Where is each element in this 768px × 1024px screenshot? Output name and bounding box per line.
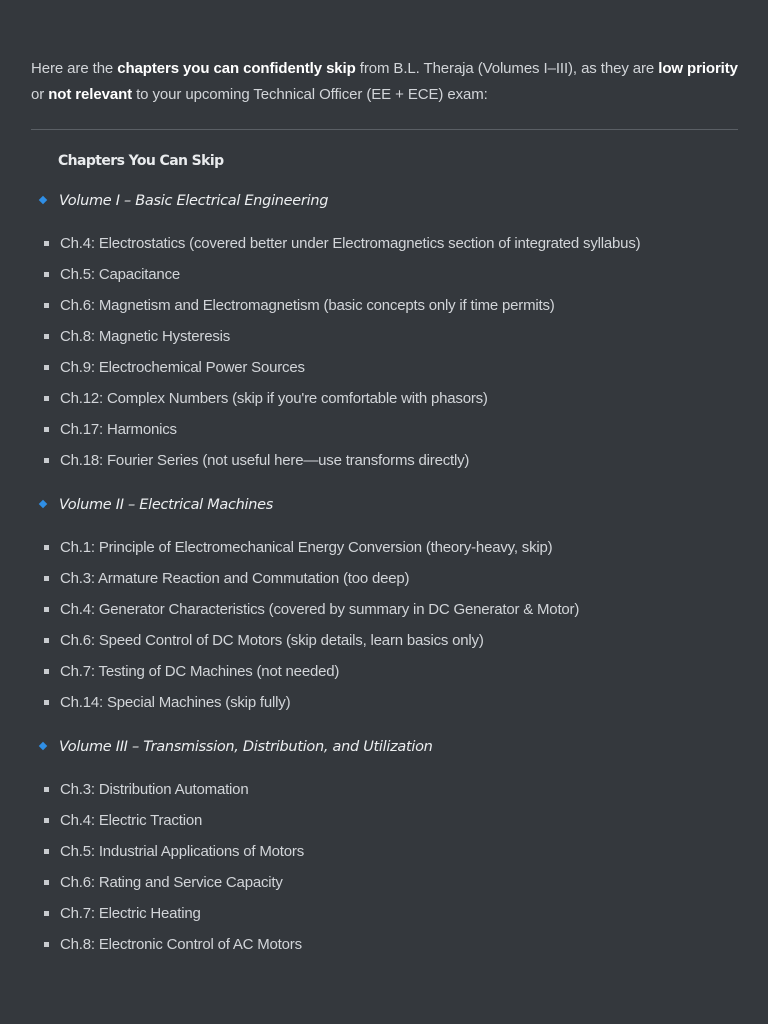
list-item [31, 898, 738, 929]
list-item [31, 656, 738, 687]
list-item [31, 805, 738, 836]
list-item [31, 290, 738, 321]
chapter-text: Ch.17: Harmonics [60, 421, 177, 438]
square-bullet-icon [44, 669, 49, 674]
chapter-list-volume-2 [31, 532, 738, 718]
chapter-text: Ch.4: Electric Traction [60, 812, 203, 829]
square-bullet-icon [44, 607, 49, 612]
chapter-text: Ch.4: Electrostatics (covered better under Electromagnetics section of integrated syllabus) [60, 235, 641, 252]
square-bullet-icon [44, 334, 49, 339]
square-bullet-icon [44, 241, 49, 246]
square-bullet-icon [44, 911, 49, 916]
horizontal-divider [31, 129, 738, 130]
chapter-text: Ch.5: Capacitance [60, 266, 181, 283]
chapter-text: Ch.3: Armature Reaction and Commutation (too deep) [60, 570, 410, 587]
chapter-text: Ch.6: Magnetism and Electromagnetism (basic concepts only if time permits) [60, 297, 555, 314]
intro-text-1: Here are the [31, 60, 118, 77]
list-item [31, 563, 738, 594]
list-item [31, 259, 738, 290]
chapter-text: Ch.6: Rating and Service Capacity [60, 874, 283, 891]
square-bullet-icon [44, 787, 49, 792]
square-bullet-icon [44, 638, 49, 643]
chapter-text: Ch.4: Generator Characteristics (covered by summary in DC Generator & Motor) [60, 601, 580, 618]
square-bullet-icon [44, 272, 49, 277]
diamond-bullet-icon [39, 500, 47, 508]
chapter-text: Ch.6: Speed Control of DC Motors (skip details, learn basics only) [60, 632, 484, 649]
list-item [31, 836, 738, 867]
volume-heading-3 [31, 736, 738, 758]
square-bullet-icon [44, 545, 49, 550]
section-heading: Chapters You Can Skip [58, 153, 224, 169]
list-item [31, 352, 738, 383]
chapter-text: Ch.3: Distribution Automation [60, 781, 249, 798]
square-bullet-icon [44, 576, 49, 581]
list-item [31, 383, 738, 414]
volume-title: Volume III – Transmission, Distribution, and Utilization [59, 739, 433, 755]
intro-text-3: or [31, 86, 49, 103]
chapter-text: Ch.5: Industrial Applications of Motors [60, 843, 304, 860]
intro-bold-not-relevant: not relevant [48, 86, 133, 103]
square-bullet-icon [44, 303, 49, 308]
square-bullet-icon [44, 365, 49, 370]
chapter-text: Ch.9: Electrochemical Power Sources [60, 359, 305, 376]
chapter-text: Ch.18: Fourier Series (not useful here—use transforms directly) [60, 452, 470, 469]
list-item [31, 929, 738, 960]
intro-paragraph [31, 0, 738, 108]
square-bullet-icon [44, 818, 49, 823]
intro-text-4: to your upcoming Technical Officer (EE + ECE) exam: [132, 86, 488, 103]
list-item [31, 532, 738, 563]
chapter-text: Ch.7: Electric Heating [60, 905, 201, 922]
chapter-text: Ch.7: Testing of DC Machines (not needed) [60, 663, 340, 680]
list-item [31, 594, 738, 625]
list-item [31, 867, 738, 898]
square-bullet-icon [44, 880, 49, 885]
list-item [31, 321, 738, 352]
list-item [31, 414, 738, 445]
square-bullet-icon [44, 458, 49, 463]
volume-heading-2 [31, 494, 738, 516]
chapter-list-volume-1 [31, 228, 738, 476]
chapter-text: Ch.12: Complex Numbers (skip if you're comfortable with phasors) [60, 390, 488, 407]
list-item [31, 228, 738, 259]
square-bullet-icon [44, 427, 49, 432]
square-bullet-icon [44, 849, 49, 854]
diamond-bullet-icon [39, 196, 47, 204]
square-bullet-icon [44, 700, 49, 705]
chapter-text: Ch.8: Magnetic Hysteresis [60, 328, 231, 345]
intro-bold-low-priority: low priority [658, 60, 738, 77]
volume-title: Volume II – Electrical Machines [59, 497, 274, 513]
diamond-bullet-icon [39, 742, 47, 750]
list-item [31, 687, 738, 718]
intro-text-2: from B.L. Theraja (Volumes I–III), as they are [355, 60, 659, 77]
list-item [31, 774, 738, 805]
square-bullet-icon [44, 942, 49, 947]
chapter-text: Ch.8: Electronic Control of AC Motors [60, 936, 302, 953]
volume-heading-1 [31, 190, 738, 212]
chapter-text: Ch.14: Special Machines (skip fully) [60, 694, 291, 711]
volume-title: Volume I – Basic Electrical Engineering [59, 193, 329, 209]
intro-bold-skip: chapters you can confidently skip [117, 60, 356, 77]
square-bullet-icon [44, 396, 49, 401]
chapter-list-volume-3 [31, 774, 738, 960]
chapter-text: Ch.1: Principle of Electromechanical Energy Conversion (theory-heavy, skip) [60, 539, 553, 556]
list-item [31, 445, 738, 476]
list-item [31, 625, 738, 656]
